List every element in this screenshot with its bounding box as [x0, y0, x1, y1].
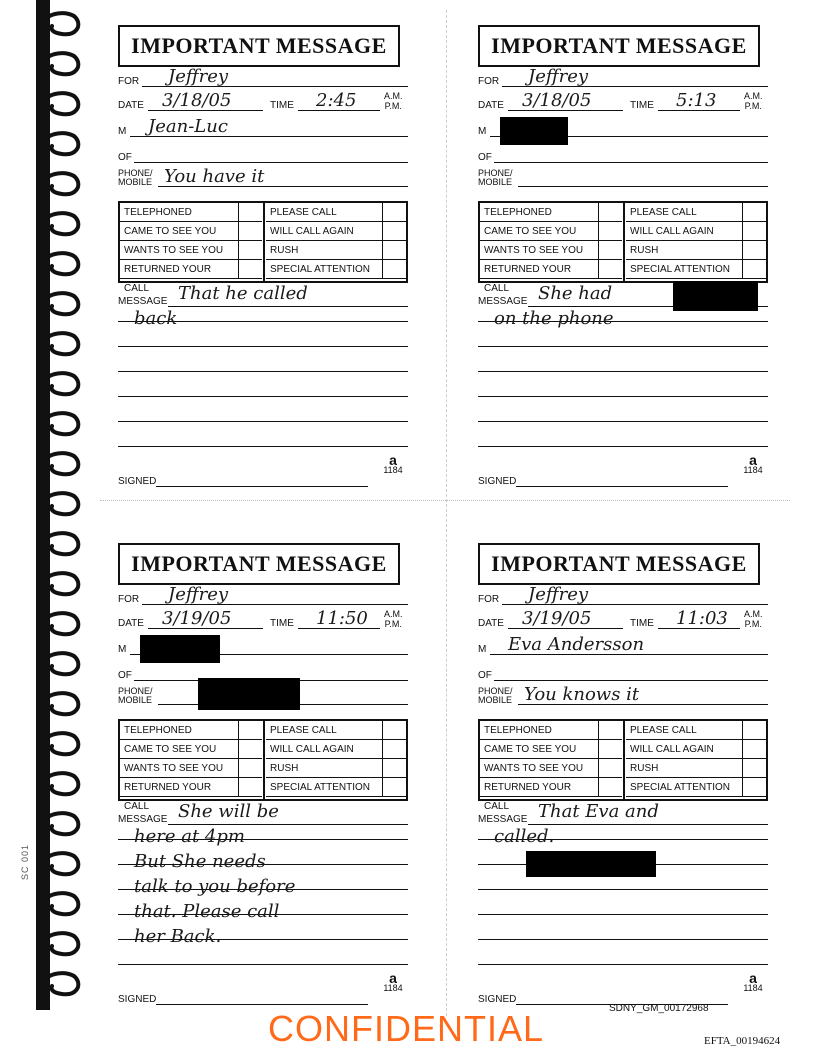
for-row [118, 585, 408, 607]
binding-coil [40, 850, 84, 878]
date-time-row [118, 91, 408, 113]
binding-coil [40, 490, 84, 518]
for-value: Jeffrey [528, 584, 589, 605]
message-text: her Back. [134, 926, 222, 947]
checkbox[interactable] [382, 740, 406, 759]
binding-coil [40, 10, 84, 38]
date-value: 3/18/05 [162, 90, 232, 111]
binding-coil [40, 370, 84, 398]
for-label: FOR [478, 76, 500, 87]
checkbox[interactable] [598, 740, 622, 759]
page-divider-horizontal [100, 500, 790, 501]
confidential-stamp: CONFIDENTIAL [268, 1008, 545, 1049]
checkbox[interactable] [742, 260, 766, 279]
brand-logo-icon: a [389, 970, 397, 986]
for-value: Jeffrey [168, 66, 229, 87]
checkbox[interactable] [238, 260, 262, 279]
checkbox-label: SPECIAL ATTENTION [626, 778, 742, 797]
checkbox-label: WILL CALL AGAIN [626, 222, 742, 241]
for-label: FOR [478, 594, 500, 605]
checkbox-label: TELEPHONED [480, 721, 598, 740]
phone-label: PHONE/ [478, 686, 513, 696]
of-label: OF [478, 670, 492, 681]
efta-number: EFTA_00194624 [704, 1035, 781, 1047]
checkbox-label: TELEPHONED [120, 203, 238, 222]
checkbox-label: PLEASE CALL [626, 721, 742, 740]
checkbox-label: RUSH [266, 759, 382, 778]
checkbox-label: RUSH [626, 759, 742, 778]
mobile-label: MOBILE [118, 177, 153, 187]
binding-coil [40, 210, 84, 238]
time-label: TIME [270, 100, 294, 111]
checkbox[interactable] [598, 759, 622, 778]
checkbox-label: SPECIAL ATTENTION [266, 778, 382, 797]
m-value: Eva Andersson [508, 634, 645, 655]
message-label: MESSAGE [478, 814, 528, 825]
message-text: here at 4pm [134, 826, 245, 847]
m-value: Jean-Luc [148, 116, 228, 137]
binding-coil [40, 770, 84, 798]
checkbox[interactable] [742, 721, 766, 740]
checkbox[interactable] [238, 778, 262, 797]
checkbox-label: WANTS TO SEE YOU [480, 759, 598, 778]
date-label: DATE [118, 618, 144, 629]
signed-label: SIGNED [118, 476, 157, 487]
checkbox-label: TELEPHONED [480, 203, 598, 222]
checkbox-label: SPECIAL ATTENTION [626, 260, 742, 279]
signed-label: SIGNED [118, 994, 157, 1005]
binding-coil [40, 570, 84, 598]
binding-coil [40, 610, 84, 638]
binding-coil [40, 90, 84, 118]
message-text: That he called [178, 283, 308, 304]
phone-row [478, 679, 768, 707]
binding-coil [40, 810, 84, 838]
message-card [118, 25, 418, 487]
pm-label: P.M. [384, 101, 402, 111]
redaction-box [673, 281, 758, 311]
checkbox[interactable] [382, 222, 406, 241]
redaction-box [198, 678, 300, 710]
checkbox[interactable] [238, 721, 262, 740]
m-row [118, 117, 408, 139]
card-title: IMPORTANT MESSAGE [478, 543, 760, 585]
checkbox-label: CAME TO SEE YOU [480, 222, 598, 241]
mobile-label: MOBILE [118, 695, 153, 705]
am-label: A.M. [744, 609, 763, 619]
binding-coil [40, 530, 84, 558]
message-text: She had [538, 283, 613, 304]
binding-coil [40, 170, 84, 198]
phone-label: PHONE/ [118, 168, 153, 178]
checkbox[interactable] [742, 222, 766, 241]
message-text: called. [494, 826, 555, 847]
checkbox[interactable] [742, 740, 766, 759]
checkbox[interactable] [598, 260, 622, 279]
m-row [478, 635, 768, 657]
phone-value: You knows it [524, 684, 640, 705]
time-label: TIME [270, 618, 294, 629]
time-value: 11:03 [676, 608, 728, 629]
message-label: MESSAGE [118, 296, 168, 307]
form-brand [738, 452, 768, 475]
phone-label: PHONE/ [118, 686, 153, 696]
pm-label: P.M. [384, 619, 402, 629]
checkbox[interactable] [382, 260, 406, 279]
binding-coil [40, 690, 84, 718]
binding-coil [40, 650, 84, 678]
date-label: DATE [478, 618, 504, 629]
phone-row [118, 161, 408, 189]
time-value: 11:50 [316, 608, 368, 629]
checkbox[interactable] [238, 222, 262, 241]
time-label: TIME [630, 100, 654, 111]
message-text: She will be [178, 801, 279, 822]
checkbox[interactable] [742, 778, 766, 797]
checkbox-label: CAME TO SEE YOU [120, 222, 238, 241]
checkbox-label: WANTS TO SEE YOU [120, 759, 238, 778]
checkbox[interactable] [598, 778, 622, 797]
checkbox[interactable] [382, 241, 406, 260]
checkbox[interactable] [382, 778, 406, 797]
checkbox[interactable] [238, 740, 262, 759]
binding-coil [40, 330, 84, 358]
checkbox-label: RETURNED YOUR CALL [480, 260, 598, 279]
checkbox[interactable] [742, 241, 766, 260]
bates-number: SDNY_GM_00172968 [609, 1003, 709, 1014]
checkbox[interactable] [382, 759, 406, 778]
of-label: OF [118, 670, 132, 681]
date-label: DATE [118, 100, 144, 111]
checkbox[interactable] [742, 203, 766, 222]
page-divider-vertical [446, 10, 447, 1016]
for-row [478, 67, 768, 89]
pm-label: P.M. [744, 619, 762, 629]
message-label: MESSAGE [478, 296, 528, 307]
date-time-row [478, 609, 768, 631]
message-card [478, 25, 778, 487]
form-number: 1184 [743, 983, 763, 993]
binding-coil [40, 730, 84, 758]
pm-label: P.M. [744, 101, 762, 111]
date-value: 3/18/05 [522, 90, 592, 111]
message-card [118, 543, 418, 1005]
binding-coil [40, 250, 84, 278]
checkbox[interactable] [598, 222, 622, 241]
signed-row [118, 467, 408, 489]
checkbox-label: WILL CALL AGAIN [266, 740, 382, 759]
date-value: 3/19/05 [522, 608, 592, 629]
time-value: 5:13 [676, 90, 717, 111]
am-label: A.M. [384, 609, 403, 619]
form-number: 1184 [743, 465, 763, 475]
checkbox-label: PLEASE CALL [626, 203, 742, 222]
card-title: IMPORTANT MESSAGE [118, 543, 400, 585]
message-text: But She needs [134, 851, 266, 872]
checkbox-label: PLEASE CALL [266, 721, 382, 740]
side-stamp: SC 001 [20, 843, 30, 880]
phone-value: You have it [164, 166, 265, 187]
binding-coil [40, 970, 84, 998]
spiral-binding [0, 0, 60, 1010]
date-time-row [118, 609, 408, 631]
checkbox[interactable] [598, 721, 622, 740]
checkbox-label: RUSH [626, 241, 742, 260]
brand-logo-icon: a [749, 970, 757, 986]
form-number: 1184 [383, 983, 403, 993]
checkbox[interactable] [238, 241, 262, 260]
checkbox-label: RETURNED YOUR CALL [120, 778, 238, 797]
message-text: That Eva and [538, 801, 659, 822]
checkbox-label: RETURNED YOUR CALL [480, 778, 598, 797]
redaction-box [140, 635, 220, 663]
date-time-row [478, 91, 768, 113]
binding-coil [40, 50, 84, 78]
redaction-box [526, 851, 656, 877]
checkbox-label: PLEASE CALL [266, 203, 382, 222]
checkbox[interactable] [238, 203, 262, 222]
binding-coil [40, 450, 84, 478]
message-text: back [134, 308, 178, 329]
brand-logo-icon: a [389, 452, 397, 468]
m-label: M [118, 644, 127, 655]
checkbox[interactable] [238, 759, 262, 778]
for-row [118, 67, 408, 89]
checkbox-label: TELEPHONED [120, 721, 238, 740]
date-value: 3/19/05 [162, 608, 232, 629]
checkbox-label: SPECIAL ATTENTION [266, 260, 382, 279]
of-label: OF [478, 152, 492, 163]
checkbox-label: WILL CALL AGAIN [626, 740, 742, 759]
card-title: IMPORTANT MESSAGE [118, 25, 400, 67]
for-value: Jeffrey [168, 584, 229, 605]
m-label: M [478, 126, 487, 137]
form-brand [738, 970, 768, 993]
message-text: on the phone [494, 308, 614, 329]
am-label: A.M. [384, 91, 403, 101]
of-label: OF [118, 152, 132, 163]
signed-row [478, 467, 768, 489]
message-label: MESSAGE [118, 814, 168, 825]
checkbox[interactable] [742, 759, 766, 778]
am-label: A.M. [744, 91, 763, 101]
checkbox[interactable] [382, 203, 406, 222]
form-number: 1184 [383, 465, 403, 475]
phone-label: PHONE/ [478, 168, 513, 178]
form-brand [378, 970, 408, 993]
message-text: talk to you before [134, 876, 296, 897]
checkbox-label: RUSH [266, 241, 382, 260]
signed-row [118, 985, 408, 1007]
brand-logo-icon: a [749, 452, 757, 468]
m-label: M [118, 126, 127, 137]
redaction-box [500, 117, 568, 145]
binding-coil [40, 290, 84, 318]
for-value: Jeffrey [528, 66, 589, 87]
message-card [478, 543, 778, 1005]
checkbox[interactable] [598, 241, 622, 260]
binding-coil [40, 890, 84, 918]
form-brand [378, 452, 408, 475]
checkbox[interactable] [382, 721, 406, 740]
date-label: DATE [478, 100, 504, 111]
for-label: FOR [118, 76, 140, 87]
checkbox[interactable] [598, 203, 622, 222]
binding-coil [40, 930, 84, 958]
checkbox-label: WANTS TO SEE YOU [480, 241, 598, 260]
time-value: 2:45 [316, 90, 357, 111]
checkbox-label: CAME TO SEE YOU [120, 740, 238, 759]
binding-coil [40, 130, 84, 158]
phone-row [478, 161, 768, 189]
checkbox-label: CAME TO SEE YOU [480, 740, 598, 759]
checkbox-label: RETURNED YOUR CALL [120, 260, 238, 279]
binding-coil [40, 410, 84, 438]
signed-label: SIGNED [478, 994, 517, 1005]
card-title: IMPORTANT MESSAGE [478, 25, 760, 67]
for-row [478, 585, 768, 607]
mobile-label: MOBILE [478, 177, 513, 187]
message-text: that. Please call [134, 901, 280, 922]
checkbox-label: WANTS TO SEE YOU [120, 241, 238, 260]
mobile-label: MOBILE [478, 695, 513, 705]
signed-label: SIGNED [478, 476, 517, 487]
m-label: M [478, 644, 487, 655]
checkbox-label: WILL CALL AGAIN [266, 222, 382, 241]
for-label: FOR [118, 594, 140, 605]
time-label: TIME [630, 618, 654, 629]
